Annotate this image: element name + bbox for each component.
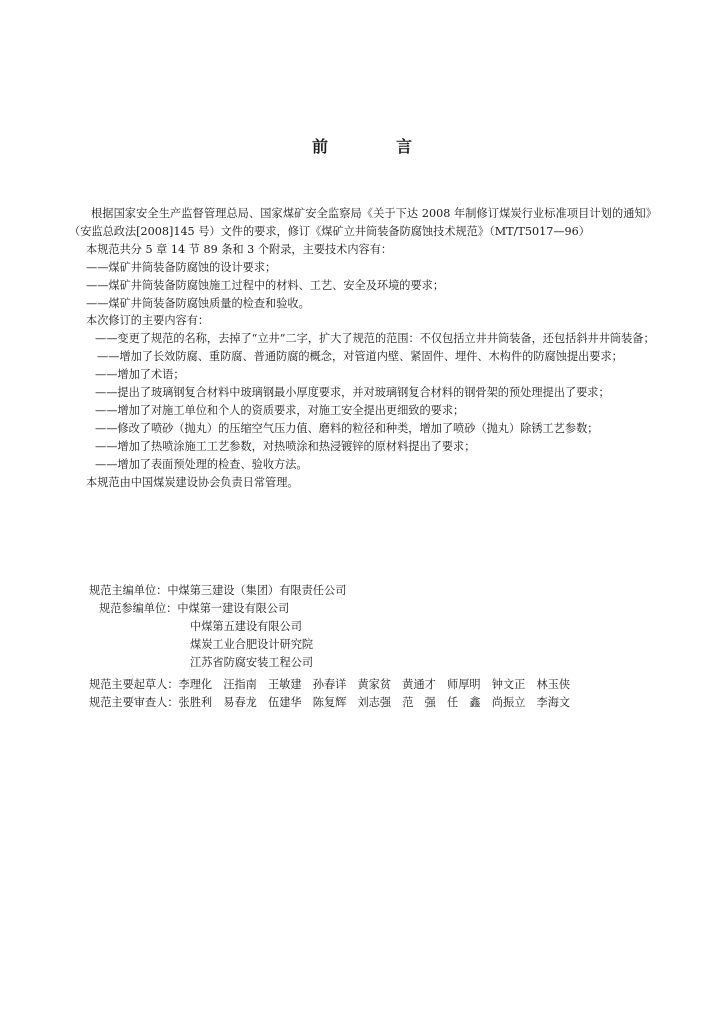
co-editor-unit: 江苏省防腐安装工程公司: [190, 655, 314, 669]
editor-value: 中煤第三建设（集团）有限责任公司: [167, 584, 347, 597]
reviewers-names: 张胜利 易春龙 伍建华 陈复辉 刘志强 范 强 任 鑫 尚振立 李海文: [178, 696, 571, 709]
list-item: ——变更了规范的名称，去掉了“立井”二字，扩大了规范的范围：不仅包括立井井筒装备，还包括斜井井筒装备；: [95, 332, 655, 346]
drafters-label: 规范主要起草人：: [89, 678, 179, 691]
editor-label: 规范主编单位：: [89, 584, 168, 597]
list-item: ——增加了术语；: [95, 368, 185, 382]
list-item: ——修改了喷砂（抛丸）的压缩空气压力值、磨料的粒径和种类，增加了喷砂（抛丸）除锈工艺参数；: [95, 421, 599, 435]
list-item: ——煤矿井筒装备防腐蚀的设计要求；: [86, 260, 277, 274]
co-editors-list: [190, 618, 313, 672]
reviewers-label: 规范主要审查人：: [89, 696, 179, 709]
list-item: ——提出了玻璃钢复合材料中玻璃钢最小厚度要求，并对玻璃钢复合材料的钢骨架的预处理提出了要求；: [95, 386, 610, 400]
drafters-names: 李理化 汪指南 王敏建 孙春详 黄家贫 黄通才 师厚明 钟文正 林玉侠: [178, 678, 571, 691]
co-editors-row: [99, 600, 699, 618]
co-editor-unit: 中煤第五建设有限公司: [190, 620, 302, 633]
list-item: ——增加了表面预处理的检查、验收方法。: [95, 457, 308, 471]
preface-body: [69, 205, 657, 492]
paragraph-scope: 本规范共分 5 章 14 节 89 条和 3 个附录，主要技术内容有：: [86, 242, 393, 256]
list-item: ——煤矿井筒装备防腐蚀施工过程中的材料、工艺、安全及环境的要求；: [86, 278, 445, 292]
co-editor-unit: 中煤第一建设有限公司: [177, 602, 290, 615]
list-item: ——煤矿井筒装备防腐蚀质量的检查和验收。: [86, 296, 310, 310]
paragraph-management: 本规范由中国煤炭建设协会负责日常管理。: [86, 475, 299, 489]
page-title: 前 言: [311, 137, 438, 156]
paragraph-intro: 根据国家安全生产监督管理总局、国家煤矿安全监察局《关于下达 2008 年制修订煤炭行业标准项目计划的通知》（安监总政法[2008]145 号）文件的要求，修订《煤矿立井筒装备防腐蚀技术规范》（MT/T5017—96）: [69, 207, 657, 238]
editor-row: [89, 582, 689, 600]
list-item: ——增加了对施工单位和个人的资质要求，对施工安全提出更细致的要求；: [95, 403, 465, 417]
list-item: ——增加了长效防腐、重防腐、普通防腐的概念，对管道内壁、紧固件、埋件、木构件的防腐蚀提出要求；: [97, 350, 623, 364]
paragraph-revision: 本次修订的主要内容有：: [86, 314, 210, 328]
list-item: ——增加了热喷涂施工工艺参数，对热喷涂和热浸镀锌的原材料提出了要求；: [95, 439, 476, 453]
reviewers-row: [89, 694, 689, 712]
co-editors-label: 规范参编单位：: [99, 602, 178, 615]
co-editor-unit: 煤炭工业合肥设计研究院: [190, 637, 314, 651]
drafters-row: [89, 676, 689, 694]
